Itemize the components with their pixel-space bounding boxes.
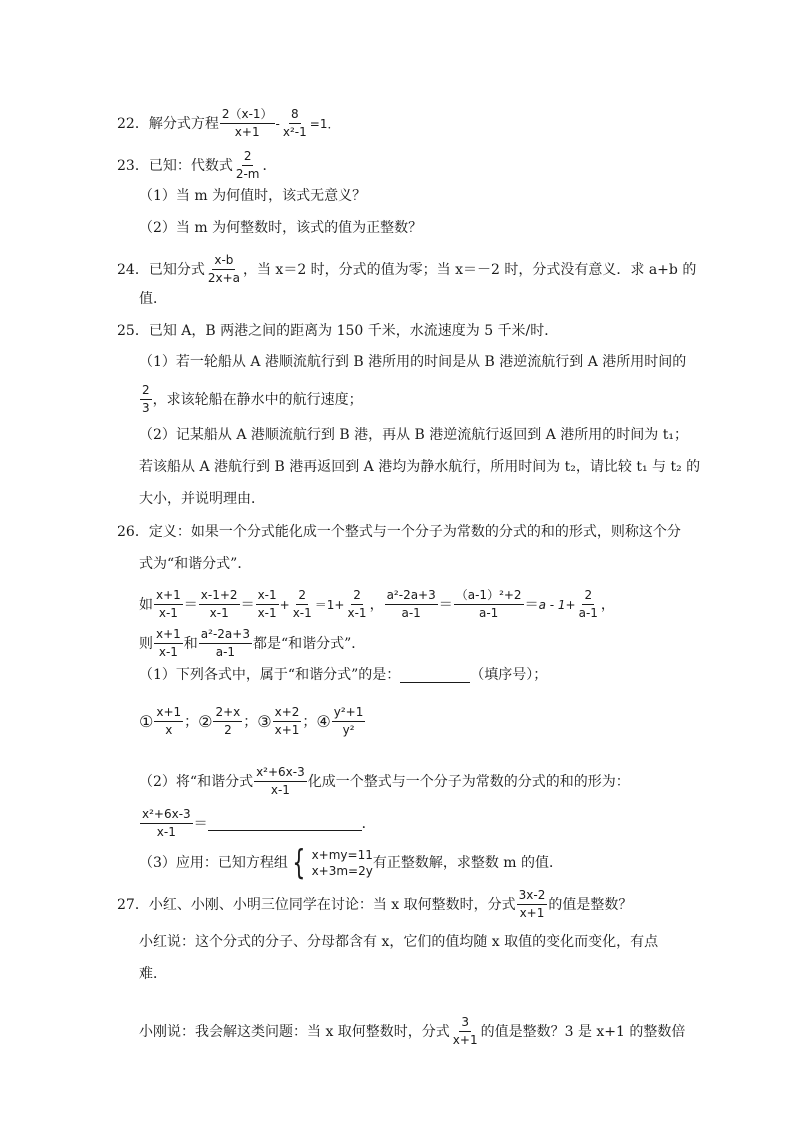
q26-options: ① $\frac{x+1}{x}$ ； ② $\frac{2+x}{2}$ ； ③ $\frac{x+2}{x+1}$ ； ④ $\frac{\text{y²+1}}{\text{y²}}$ [139,705,364,737]
q27-xiaohong-1: 小红说：这个分式的分子、分母都含有 x，它们的值均随 x 取值的变化而变化，有点 [139,934,659,950]
q24-tail: ，当 x＝2 时，分式的值为零；当 x＝－2 时，分式没有意义．求 a+b 的 [242,261,697,278]
equation-system: { x+my=11 x+3m=2y [292,843,373,883]
q26-definition-2: 式为“和谐分式”． [139,556,252,572]
q22-tail: =1． [309,116,340,131]
q22-fraction-2: $\frac{8}{\text{x²-1}}$ [282,107,307,139]
q24-text: 已知分式 [148,261,205,278]
q22-line: 22． 解分式方程 $\frac{2(x-1)}{x+1}$ - $\frac{8}{\text{x²-1}}$ =1． [117,107,340,139]
q26-line [117,522,681,542]
q26-part-1: （1）下列各式中，属于“和谐分式”的是： （填序号）； [139,667,548,683]
q23-part-2: （2）当 m 为何整数时，该式的值为正整数？ [139,220,423,236]
q27-xiaohong-2: 难． [139,966,167,982]
q24-line [117,253,696,286]
q27-xiaogang: 小刚说：我会解这类问题：当 x 取何整数时，分式 $\frac{3}{x+1}$ 的值是整数？3 是 x+1 的整数倍 [139,1015,686,1047]
q24-number: 24． [117,261,149,278]
q25-part-1a: （1）若一轮船从 A 港顺流航行到 B 港所用的时间是从 B 港逆流航行到 A 港所用时间的 [139,354,687,370]
q22-text: 解分式方程 [148,115,219,132]
q26-definition: 定义：如果一个分式能化成一个整式与一个分子为常数的分式的和的形式，则称这个分 [148,524,681,540]
q23-text: 已知：代数式 [148,157,233,174]
q27-number: 27． [117,896,149,913]
q26-part-3: （3）应用：已知方程组 { x+my=11 x+3m=2y 有正整数解，求整数 m 的值． [139,843,564,883]
q27-text: 小红、小刚、小明三位同学在讨论：当 x 取何整数时，分式 [148,896,516,913]
q24-line-2: 值． [139,291,167,307]
q25-text: 已知 A，B 两港之间的距离为 150 千米，水流速度为 5 千米/时． [148,323,559,339]
q23-number: 23． [117,157,149,174]
q26-answer-blank-2[interactable] [208,816,362,831]
q25-part-2a: （2）记某船从 A 港顺流航行到 B 港，再从 B 港逆流航行返回到 A 港所用的时间为 t₁； [139,427,688,443]
q27-fraction-2: $\frac{3}{x+1}$ [452,1015,478,1047]
q25-fraction: $\frac{2}{3}$ [142,383,150,415]
q26-answer-blank-1[interactable] [400,668,470,683]
q26-example: 如 $\frac{x+1}{x-1}$ ＝ $\frac{x-1+2}{x-1}$ ＝ $\frac{x-1}{x-1}$ + $\frac{2}{x-1}$ ＝ 1+ $\frac{2}{x-1}$ ， $\frac{\text{a²-2a+3}}{a-1}$ ＝ $\frac{\text{（a-1）²+2}}{a-1}$ ＝ a - 1+ $\frac{2}{a-1}$ ， [139,588,615,620]
q26-part-2-answer: $\frac{\text{x²+6x-3}}{x-1}$ ＝ ． [142,807,376,839]
q22-number: 22． [117,115,149,132]
q26-number: 26． [117,524,149,540]
q22-fraction-1: $\frac{2(x-1)}{x+1}$ [221,107,273,139]
q23-part-1: （1）当 m 为何值时，该式无意义？ [139,188,367,204]
q25-number: 25． [117,323,149,339]
q25-part-1b: $\frac{2}{3}$ ，求该轮船在静水中的航行速度； [142,383,363,415]
q25-part-2c: 大小，并说明理由． [139,491,265,507]
q27-fraction: $\frac{3x-2}{x+1}$ [518,888,546,920]
q27-line: 27． 小红、小刚、小明三位同学在讨论：当 x 取何整数时，分式 $\frac{3x-2}{x+1}$ 的值是整数？ [117,888,633,920]
q26-then: 则 $\frac{x+1}{x-1}$ 和 $\frac{\text{a²-2a+3}}{a-1}$ 都是“和谐分式”． [139,627,366,659]
q23-fraction: $\frac{2}{2-m}$ [235,149,260,181]
q25-part-2b: 若该船从 A 港航行到 B 港再返回到 A 港均为静水航行，所用时间为 t₂，请比较 t₁ 与 t₂ 的 [139,459,701,475]
q26-part-2: （2）将“和谐分式 $\frac{\text{x²+6x-3}}{x-1}$ 化成一个整式与一个分子为常数的分式的和的形为： [139,765,630,797]
q24-fraction: $\frac{x-b}{2x+a}$ [207,253,240,285]
q25-line [117,321,558,341]
q23-line: 23． 已知：代数式 $\frac{2}{2-m}$ ． [117,149,277,181]
